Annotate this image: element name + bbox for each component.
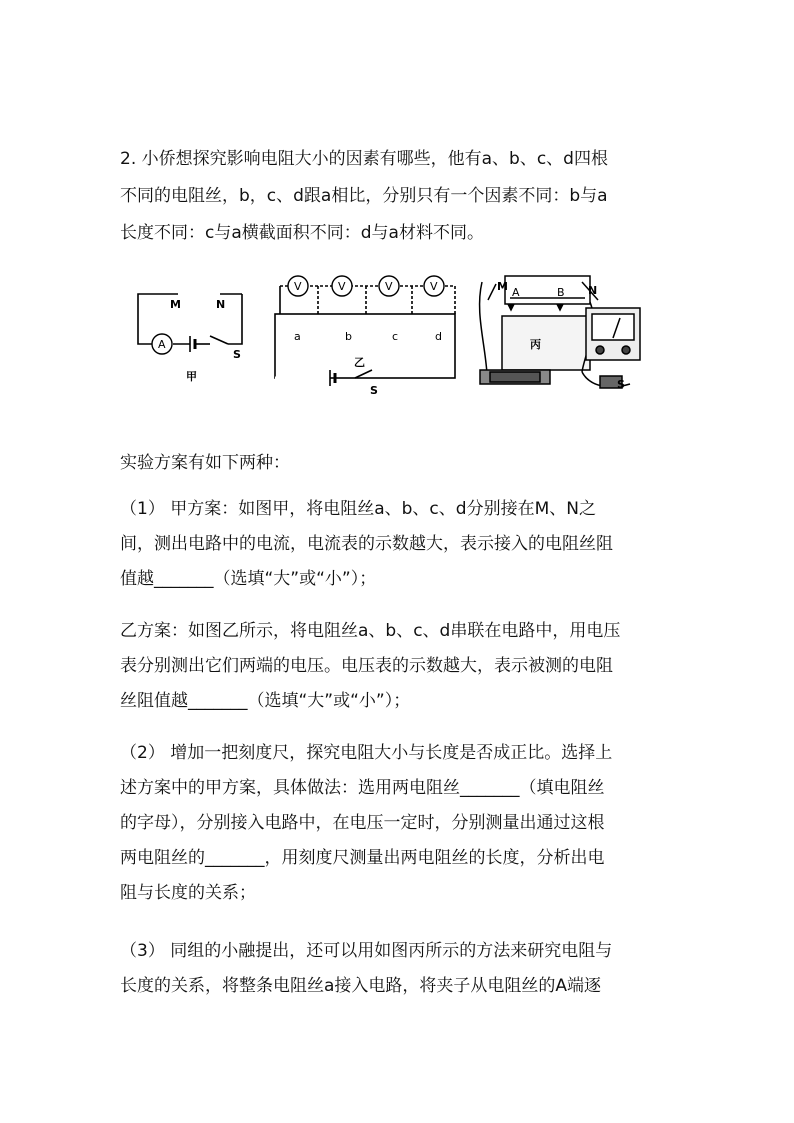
figure-caption-yi: 乙: [354, 356, 365, 369]
text-line: 长度的关系，将整条电阻丝a接入电路，将夹子从电阻丝的A端逐: [120, 976, 602, 996]
clip-end-b-label: B: [557, 286, 565, 299]
ammeter-label: A: [158, 338, 166, 351]
voltmeter-label: V: [338, 280, 346, 293]
figure-yi: [275, 286, 455, 386]
voltmeter-label: V: [385, 280, 393, 293]
text-line: 乙方案：如图乙所示，将电阻丝a、b、c、d串联在电路中，用电压: [120, 621, 621, 641]
part2-paragraph: [120, 740, 680, 907]
text-line: （1） 甲方案：如图甲，将电阻丝a、b、c、d分别接在M、N之: [120, 499, 596, 519]
text-line: 不同的电阻丝，b，c、d跟a相比，分别只有一个因素不同：b与a: [120, 186, 608, 206]
part3-paragraph: [120, 938, 680, 1000]
text-line: 长度不同：c与a横截面积不同：d与a材料不同。: [120, 223, 484, 243]
text-line: 阻与长度的关系；: [120, 883, 256, 903]
voltmeter-label: V: [430, 280, 438, 293]
switch-label: S: [370, 384, 378, 397]
text-line: 的字母），分别接入电路中，在电压一定时，分别测量出通过这根: [120, 813, 605, 833]
voltmeter-label: V: [294, 280, 302, 293]
text-line: 两电阻丝的_______，用刻度尺测量出两电阻丝的长度，分析出电: [120, 848, 605, 868]
clip-end-a-label: A: [512, 286, 520, 299]
intro-line: [120, 450, 680, 477]
text-line: 表分别测出它们两端的电压。电压表的示数越大，表示被测的电阻: [120, 656, 613, 676]
text-line: 实验方案有如下两种：: [120, 453, 290, 473]
switch-label: S: [617, 378, 625, 391]
n-label: N: [588, 284, 598, 297]
text-line: 值越_______（选填“大”或“小”）；: [120, 569, 377, 589]
wire-label-c: c: [392, 330, 399, 343]
switch-label: S: [233, 348, 241, 361]
text-line: 2. 小侨想探究影响电阻大小的因素有哪些，他有a、b、c、d四根: [120, 149, 608, 169]
wire-label-a: a: [294, 330, 301, 343]
text-line: （3） 同组的小融提出，还可以用如图丙所示的方法来研究电阻与: [120, 941, 613, 961]
question-paragraph: [120, 146, 680, 247]
figure-caption-bing: 丙: [530, 338, 541, 351]
text-line: 丝阻值越_______（选填“大”或“小”）；: [120, 691, 411, 711]
wire-label-d: d: [435, 330, 442, 343]
m-label: M: [170, 298, 181, 311]
circuit-figures: [130, 272, 670, 407]
text-line: 间，测出电路中的电流，电流表的示数越大，表示接入的电阻丝阻: [120, 534, 613, 554]
figure-caption-jia: 甲: [186, 370, 197, 383]
text-line: 述方案中的甲方案，具体做法：选用两电阻丝_______（填电阻丝: [120, 778, 605, 798]
m-label: M: [497, 280, 508, 293]
part1-paragraph: [120, 496, 680, 593]
part1b-paragraph: [120, 618, 680, 715]
wire-label-b: b: [345, 330, 352, 343]
n-label: N: [216, 298, 226, 311]
figures-svg: [130, 272, 670, 407]
text-line: （2） 增加一把刻度尺，探究电阻大小与长度是否成正比。选择上: [120, 743, 613, 763]
